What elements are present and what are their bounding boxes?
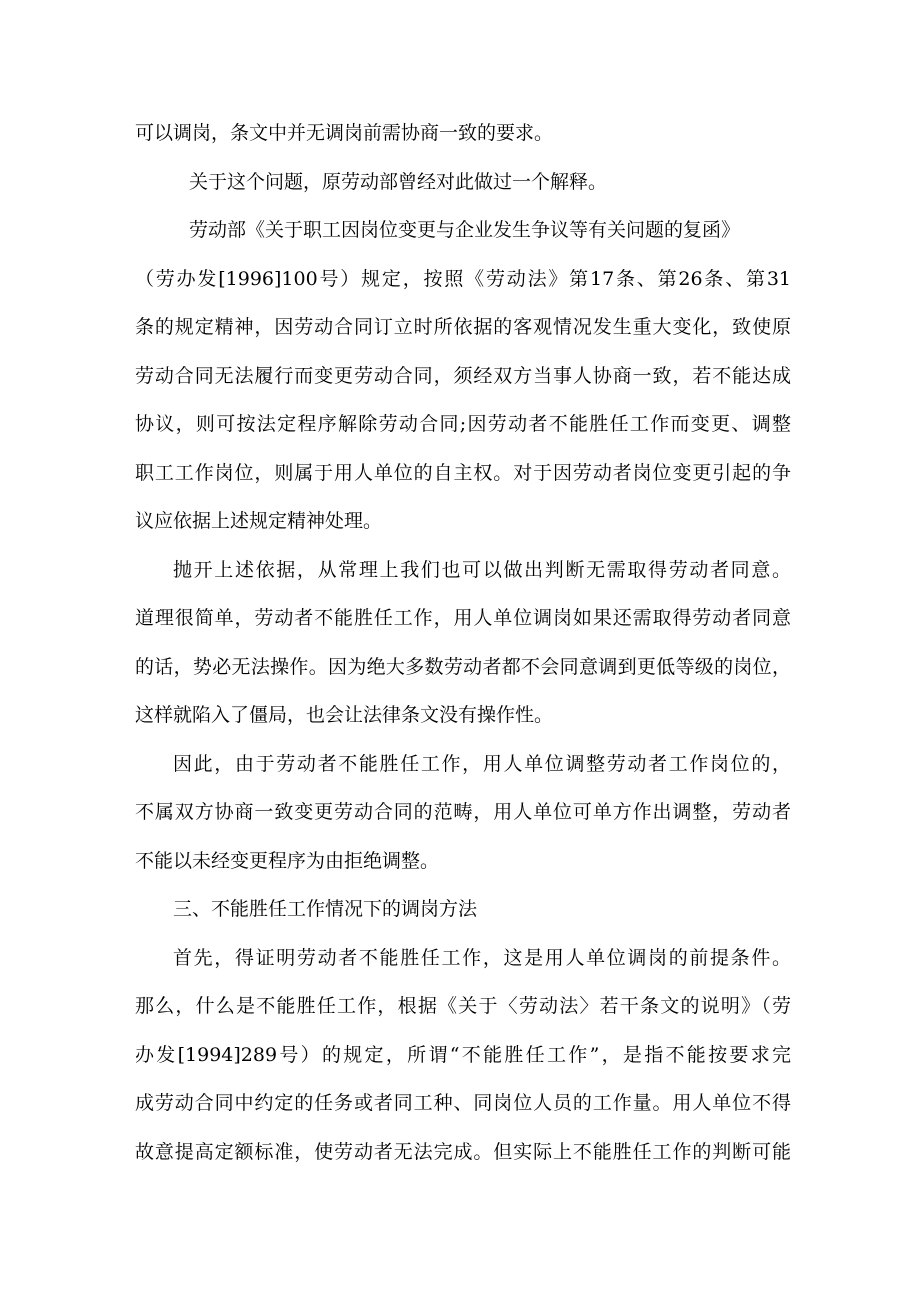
text-line: 道理很简单，劳动者不能胜任工作，用人单位调岗如果还需取得劳动者同意 <box>135 607 791 629</box>
text-line: 故意提高定额标准，使劳动者无法完成。但实际上不能胜任工作的判断可能 <box>135 1140 791 1163</box>
text-line: 劳动部《关于职工因岗位变更与企业发生争议等有关问题的复函》 <box>189 219 741 241</box>
text-line: 那么，什么是不能胜任工作，根据《关于〈劳动法〉若干条文的说明》（劳 <box>135 995 791 1017</box>
text-line: 条的规定精神，因劳动合同订立时所依据的客观情况发生重大变化，致使原 <box>135 316 791 338</box>
text-line: （劳办发[1996]100号）规定，按照《劳动法》第17条、第26条、第31 <box>135 267 791 290</box>
section-heading: 三、不能胜任工作情况下的调岗方法 <box>173 898 478 920</box>
text-line: 因此，由于劳动者不能胜任工作，用人单位调整劳动者工作岗位的， <box>173 752 791 775</box>
text-line: 的话，势必无法操作。因为绝大多数劳动者都不会同意调到更低等级的岗位， <box>135 655 791 678</box>
text-line: 议应依据上述规定精神处理。 <box>135 510 383 532</box>
text-line: 可以调岗，条文中并无调岗前需协商一致的要求。 <box>135 122 554 144</box>
text-line: 首先，得证明劳动者不能胜任工作，这是用人单位调岗的前提条件。 <box>173 946 791 969</box>
body-text <box>135 109 791 1176</box>
text-line: 抛开上述依据，从常理上我们也可以做出判断无需取得劳动者同意。 <box>173 558 791 581</box>
text-line: 这样就陷入了僵局，也会让法律条文没有操作性。 <box>135 704 554 726</box>
text-line: 不属双方协商一致变更劳动合同的范畴，用人单位可单方作出调整，劳动者 <box>135 801 791 823</box>
text-line: 职工工作岗位，则属于用人单位的自主权。对于因劳动者岗位变更引起的争 <box>135 461 791 484</box>
text-line: 协议，则可按法定程序解除劳动合同;因劳动者不能胜任工作而变更、调整 <box>135 413 791 435</box>
text-line: 劳动合同无法履行而变更劳动合同，须经双方当事人协商一致，若不能达成 <box>135 364 791 387</box>
text-line: 关于这个问题，原劳动部曾经对此做过一个解释。 <box>189 170 608 193</box>
text-line: 成劳动合同中约定的任务或者同工种、同岗位人员的工作量。用人单位不得 <box>135 1092 791 1114</box>
text-line: 不能以未经变更程序为由拒绝调整。 <box>135 849 440 872</box>
text-line: 办发[1994]289号）的规定，所谓“不能胜任工作”，是指不能按要求完 <box>135 1043 791 1066</box>
